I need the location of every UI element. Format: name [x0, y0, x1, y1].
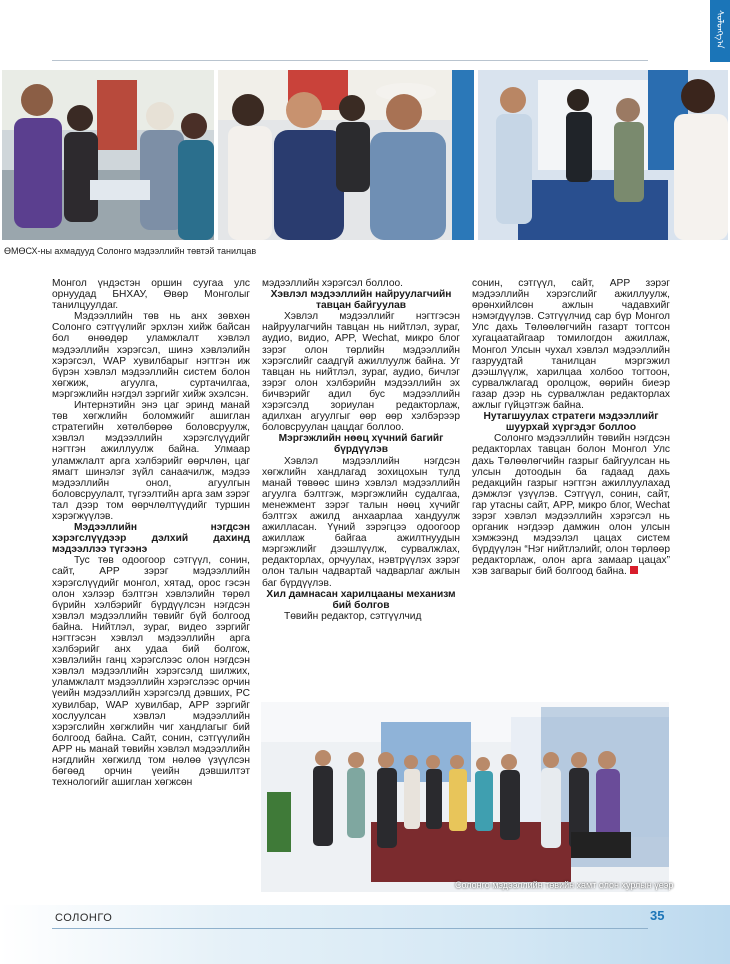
paragraph-text: Солонго мэдээллийн төвийн нэгдсэн редакторлах тавцан болон Монгол Улс дахь Төлөөлөгчийн газрыг байгуулсан нь улсын дотоодын ба гадаад дахь редакцийн газрыг нэгтгэн ажиллуулахад дэмжлэг үзүүлэв. Сэтгүүл, сонин, сайт, гар утасны сайт, APP, микро блог, Wechat зэрэг хэвлэл мэдээллийн хэрэгсэл нь органик нэгдээр дамжин олон улсын хэмжээнд мэдээлэл цацах систем бүрдүүлэн “Нэг нийтлэлийг, олон төрлөөр редакторлаж, олон арга замаар цацах” хэв загварыг бий болгоод байна. — [472, 433, 670, 578]
paragraph: мэдээллийн хэрэгсэл боллоо. — [262, 278, 403, 289]
photo-visitors-3 — [478, 70, 728, 240]
paragraph — [472, 433, 670, 577]
text-column-2 — [262, 278, 460, 622]
side-tab-text: ᠰᠣᠯᠣᠩᠭ᠎ᠠ — [714, 10, 724, 49]
section-heading: Хил дамнасан харилцааны механизм бий болгов — [266, 588, 456, 611]
text-column-1 — [52, 278, 250, 788]
section-heading: Хэвлэл мэдээллийн найруулагчийн тавцан байгуулав — [270, 289, 452, 312]
section-heading: Мэдээллийн нэгдсэн хэрэгслүүдээр дэлхий дахинд мэдээллээ түгээнэ — [52, 522, 250, 556]
paragraph: сонин, сэтгүүл, сайт, APP зэрэг мэдээллийн хэрэгслийг ажиллуулж, өрөнхийлсөн ажлын чадавхийг нэмэгдүүлэв. Сэтгүүлчид сар бүр Монгол Улс дахь Төлөөлөгчийн газарт тогтсон хугацаатайгаар томилогдон ажиллаж, Монгол Улсын чухал хэвлэл мэдээллийн газруудтай танилцан мэргэжил дээшлүүлж, харилцаа холбоо тогтоон, сурвалжлагад оролцож, өөрийн биеэр газар дээр нь сурвалжлан редакторлах ажлыг гүйцэтгэж байна. — [472, 278, 670, 412]
paragraph: Хэвлэл мэдээллийн нэгдсэн хөгжлийн хандлагад зохицохын тулд манай төвөөс шинэ хэвлэл мэдээллийн агуулга бэлтгэж, мэргэжлийн судалгаа, менежмент зэрэг талын нөөц хүчийг бэлтгэх ажилд анхаарлаа хандуулж ажилласан. Үүний зэрэгцээ одоогоор ажиллаж байгаа ажилтнуудын мэргэжлийг дээшлүүлж, сурвалжлах, редакторлах, орчуулах, нэвтрүүлэх зэрэг олон талын чадвартай чадварлаг ажлын баг бүрдүүлэв. — [262, 455, 460, 589]
paragraph: Төвийн редактор, сэтгүүлчид — [284, 610, 422, 622]
section-heading: Мэргэжлийн нөөц хүчний багийг бүрдүүлэв — [278, 433, 444, 456]
photo-team — [261, 702, 669, 892]
paragraph: Хэвлэл мэдээллийг нэгтгэсэн найруулагчийн тавцан нь нийтлэл, зураг, аудио, видио, APP, Wechat, микро блог зэрэг олон төрлийн мэдээллийн хэрэгслийг саадгүй ажиллуулж байна. Уг тавцан нь нийтлэл, зураг, аудио, бичлэг зэрэг олон хэлбэрийн мэдээллийн эх бичвэрийг адил бус мэдээллийн хэрэгсэлд зориулан редакторлаж, адилхан агуулгыг өөр өөр хэлбэрээр боловсруулан цацдаг боллоо. — [262, 311, 460, 434]
page-number: 35 — [650, 908, 665, 923]
paragraph: Монгол үндэстэн оршин суугаа улс орнуудад БНХАУ, Өвөр Монголыг танилцуулдаг. — [52, 278, 250, 312]
section-heading: Нутагшуулах стратеги мэдээллийг шуурхай хүргэдэг боллоо — [483, 411, 659, 434]
text-column-3 — [472, 278, 670, 578]
photo-visitors-2 — [218, 70, 474, 240]
end-mark-icon — [630, 566, 638, 574]
photo-caption-top: ӨМӨСХ-ны ахмадууд Солонго мэдээллийн төвтэй танилцав — [4, 246, 257, 256]
header-rule — [52, 60, 648, 61]
paragraph: Тус төв одоогоор сэтгүүл, сонин, сайт, APP зэрэг мэдээллийн хэрэгслүүдийг монгол, хятад, орос гэсэн олон хэлээр бэлтгэн хэвлэлийн төрөл бүрийн хэлбэрийг бүрдүүлсэн нэгдсэн хэвлэл мэдээллийн төвийг бүй болгоод байна. Нийтлэл, зураг, видео зэргийг нэгтгэсэн хэвлэл мэдээллийн арга хэлбэрийг анх удаа бий болгож, хэвлэлийн ганц хэрэгслээс олон нэгдсэн хэвлэл мэдээллийн хэрэгсэлд шилжих, уламжлалт мэдээллийн хэрэгслээс орчин үеийн мэдээллийн хэрэгсэлд дэвших, PC хувилбар, WAP хувилбар, APP зэргийг хослуулсан хэвлэл мэдээллийн хэрэгслийн хөгжлийн чиг хандлагыг бий болгоод байна. Сайт, сонин, сэтгүүлийн APP нь манай төвийн хэвлэл мэдээллийн нэгдлийн хөгжилд том нөлөө үзүүлсэн бөгөөд орчин үеийн дэвшилтэт технологийг ашиглан хөгжсөн — [52, 555, 250, 789]
footer-magazine-name: СОЛОНГО — [55, 912, 113, 924]
paragraph: Мэдээллийн төв нь анх зөвхөн Солонго сэтгүүлийг эрхлэн хийж байсан бол өнөөдөр уламжлалт хэвлэл мэдээллийн хэрэгсэл, шинэ хэвлэлийн хэрэгсэл, WAP хувилбарыг нэгтгэн иж бүрэн хэвлэл мэдээллийн систем болон хөгжиж, агуулга, суртачилгаа, мэргэжлийн нэгдэл зэргийг хийж эхэлсэн. — [52, 311, 250, 400]
paragraph: Интернэтийн энэ цаг эринд манай төв хөгжлийн боломжийг ашиглан стратегийн хөтөлбөрөө боловсруулж, хэвлэл мэдээллийн хэрэгслүүдийг нэгтгэн ажиллуулж байна. Улмаар уламжлалт арга хэлбэрийг өөрчлөн, цаг ямагт шинэлэг зүйл санаачилж, мэдээ мэдээллийн онол, агуулгын боловсруулалт, түгээлтийн арга зам зэрэг тал дээр том өөрчлөлтүүдийг туршин хэрэгжүүлэв. — [52, 400, 250, 522]
side-tab — [710, 0, 730, 62]
footer-rule — [52, 928, 648, 929]
photo-visitors-1 — [2, 70, 214, 240]
photo-caption-bottom: Солонго мэдээллийн төвийн хамт олон хурлын үеэр — [455, 880, 674, 890]
